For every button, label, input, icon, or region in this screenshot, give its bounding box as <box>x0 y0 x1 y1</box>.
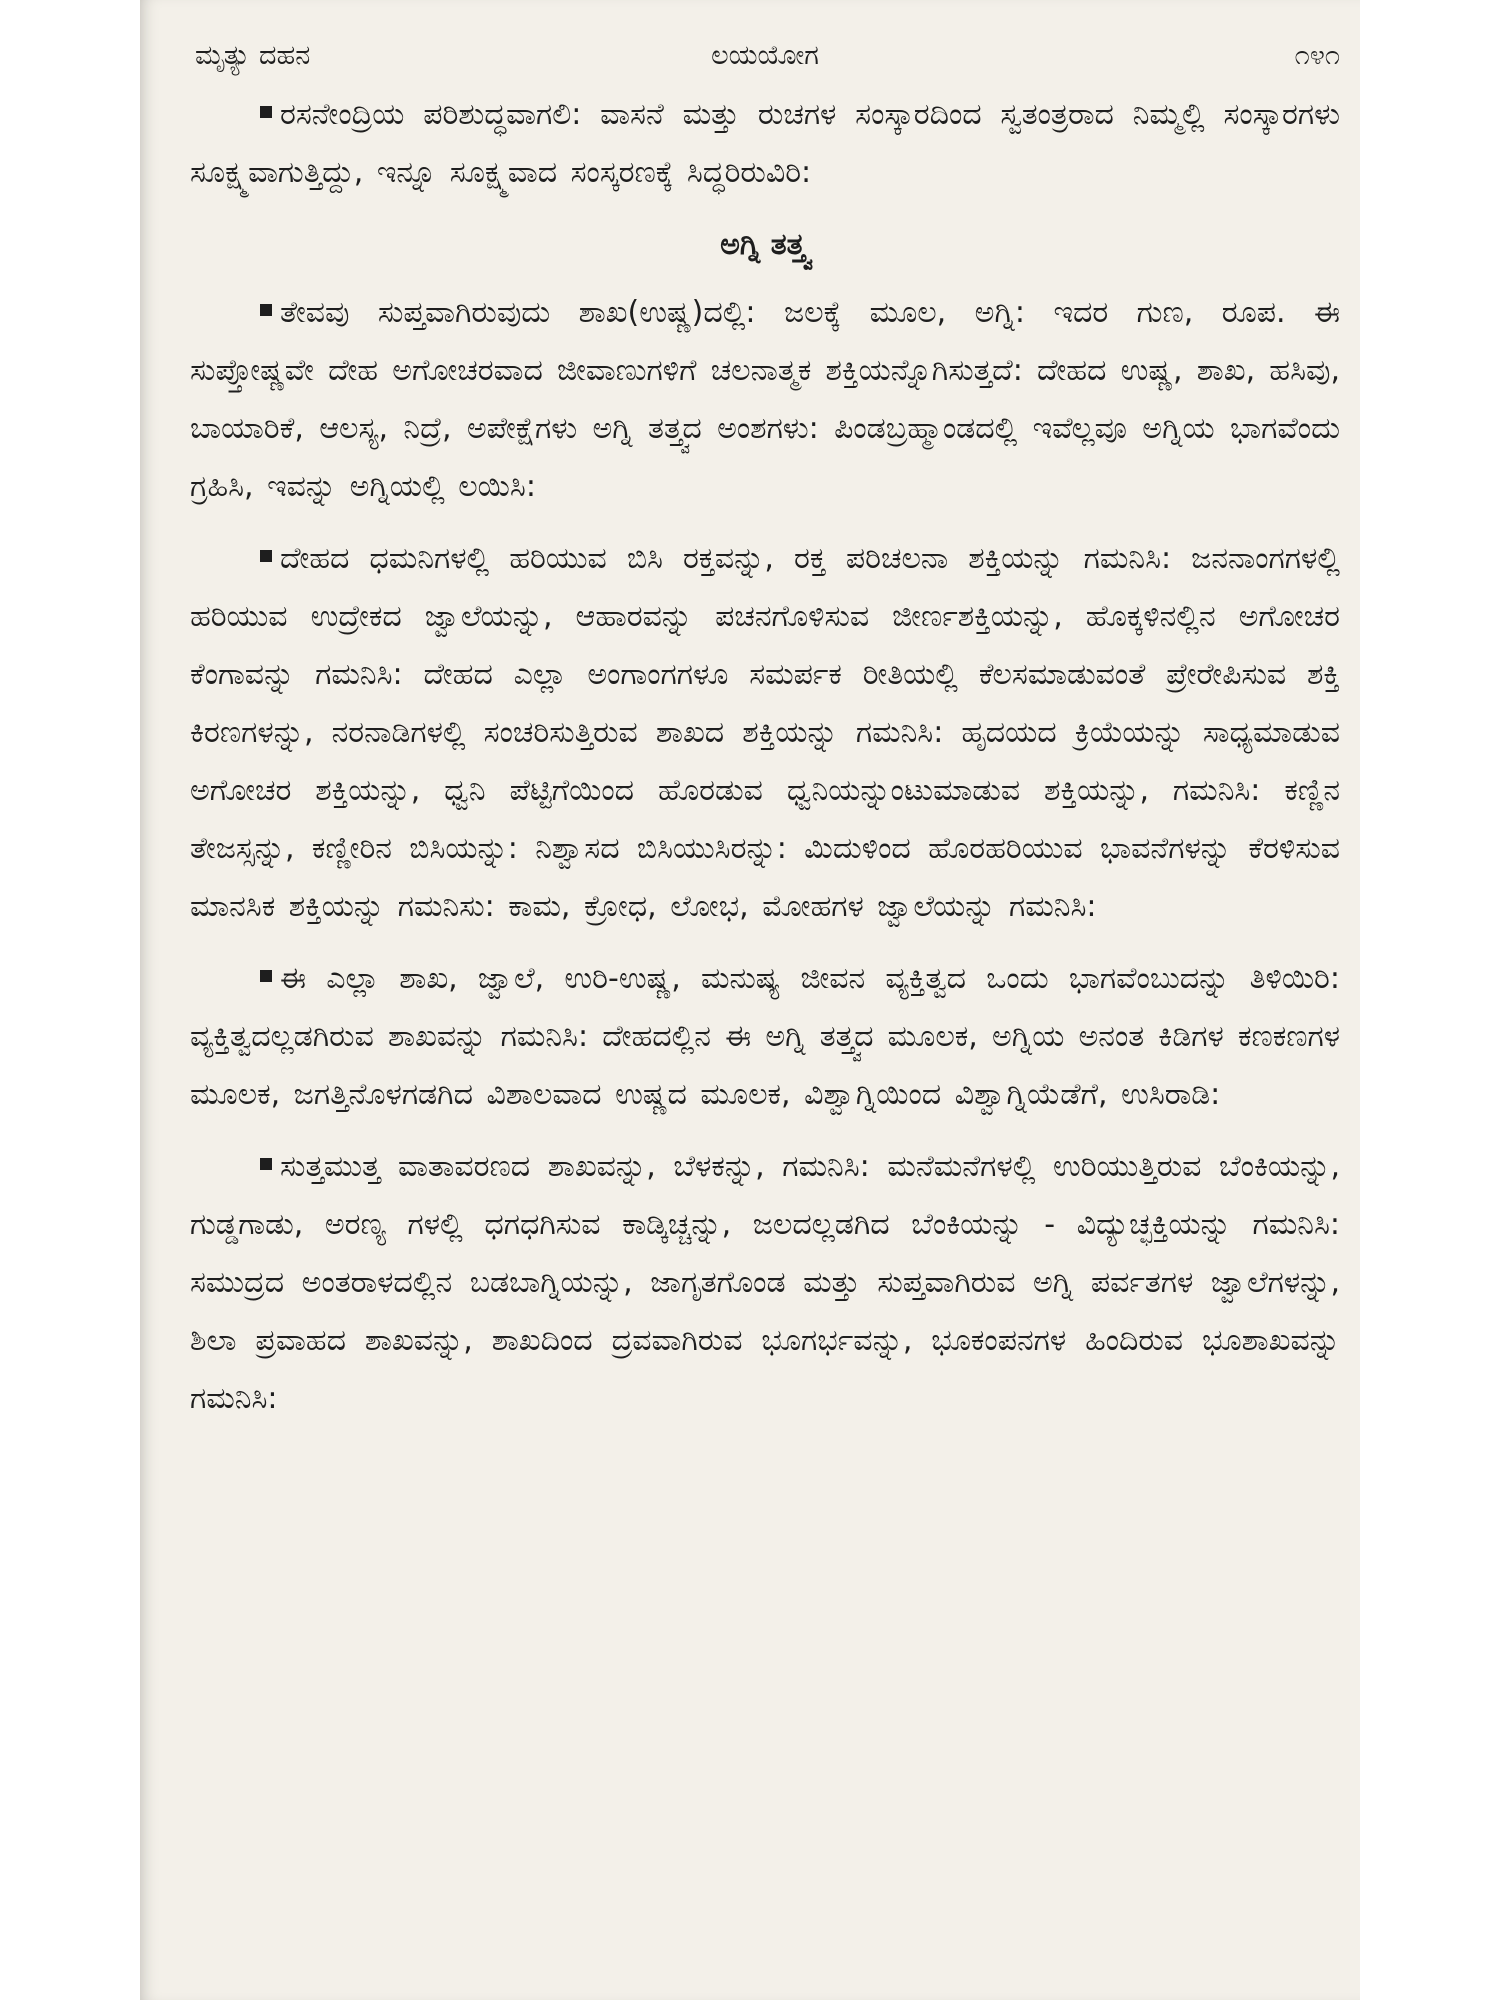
section-heading: ಅಗ್ನಿ ತತ್ತ್ವ <box>720 227 810 262</box>
bullet-icon <box>260 304 272 316</box>
paragraph-text: ರಸನೇಂದ್ರಿಯ ಪರಿಶುದ್ಧವಾಗಲಿ: ವಾಸನೆ ಮತ್ತು ರುಚಗಳ ಸಂಸ್ಕಾರದಿಂದ ಸ್ವತಂತ್ರರಾದ ನಿಮ್ಮಲ್ಲಿ ಸಂಸ್ಕಾರಗಳು ಸೂಕ್ಷ್ಮವಾಗುತ್ತಿದ್ದು, ಇನ್ನೂ ಸೂಕ್ಷ್ಮವಾದ ಸಂಸ್ಕರಣಕ್ಕೆ ಸಿದ್ಧರಿರುವಿರಿ: <box>190 97 1340 190</box>
page-content <box>190 30 1340 1442</box>
running-header <box>190 30 1340 86</box>
paragraph-1 <box>190 86 1340 202</box>
paragraph-4 <box>190 950 1340 1124</box>
header-chapter-title: ಲಯಯೋಗ <box>711 40 819 71</box>
paragraph-text: ಈ ಎಲ್ಲಾ ಶಾಖ, ಜ್ವಾಲೆ, ಉರಿ-ಉಷ್ಣ, ಮನುಷ್ಯ ಜೀವನ ವ್ಯಕ್ತಿತ್ವದ ಒಂದು ಭಾಗವೆಂಬುದನ್ನು ತಿಳಿಯಿರಿ: ವ್ಯಕ್ತಿತ್ವದಲ್ಲಡಗಿರುವ ಶಾಖವನ್ನು ಗಮನಿಸಿ: ದೇಹದಲ್ಲಿನ ಈ ಅಗ್ನಿ ತತ್ತ್ವದ ಮೂಲಕ, ಅಗ್ನಿಯ ಅನಂತ ಕಿಡಿಗಳ ಕಣಕಣಗಳ ಮೂಲಕ, ಜಗತ್ತಿನೊಳಗಡಗಿದ ವಿಶಾಲವಾದ ಉಷ್ಣದ ಮೂಲಕ, ವಿಶ್ವಾಗ್ನಿಯಿಂದ ವಿಶ್ವಾಗ್ನಿಯೆಡೆಗೆ, ಉಸಿರಾಡಿ: <box>190 961 1340 1112</box>
paragraph-text: ಸುತ್ತಮುತ್ತ ವಾತಾವರಣದ ಶಾಖವನ್ನು, ಬೆಳಕನ್ನು, ಗಮನಿಸಿ: ಮನೆಮನೆಗಳಲ್ಲಿ ಉರಿಯುತ್ತಿರುವ ಬೆಂಕಿಯನ್ನು, ಗುಡ್ಡಗಾಡು, ಅರಣ್ಯ ಗಳಲ್ಲಿ ಧಗಧಗಿಸುವ ಕಾಡ್ಕಿಚ್ಚನ್ನು, ಜಲದಲ್ಲಡಗಿದ ಬೆಂಕಿಯನ್ನು - ವಿದ್ಯುಚ್ಛಕ್ತಿಯನ್ನು ಗಮನಿಸಿ: ಸಮುದ್ರದ ಅಂತರಾಳದಲ್ಲಿನ ಬಡಬಾಗ್ನಿಯನ್ನು, ಜಾಗೃತಗೊಂಡ ಮತ್ತು ಸುಪ್ತವಾಗಿರುವ ಅಗ್ನಿ ಪರ್ವತಗಳ ಜ್ವಾಲೆಗಳನ್ನು, ಶಿಲಾ ಪ್ರವಾಹದ ಶಾಖವನ್ನು, ಶಾಖದಿಂದ ದ್ರವವಾಗಿರುವ ಭೂಗರ್ಭವನ್ನು, ಭೂಕಂಪನಗಳ ಹಿಂದಿರುವ ಭೂಶಾಖವನ್ನು ಗಮನಿಸಿ: <box>190 1149 1340 1416</box>
bullet-icon <box>260 106 272 118</box>
header-left-title: ಮೃತ್ಯು ದಹನ <box>195 40 311 71</box>
paragraph-text: ದೇಹದ ಧಮನಿಗಳಲ್ಲಿ ಹರಿಯುವ ಬಿಸಿ ರಕ್ತವನ್ನು, ರಕ್ತ ಪರಿಚಲನಾ ಶಕ್ತಿಯನ್ನು ಗಮನಿಸಿ: ಜನನಾಂಗಗಳಲ್ಲಿ ಹರಿಯುವ ಉದ್ರೇಕದ ಜ್ವಾಲೆಯನ್ನು, ಆಹಾರವನ್ನು ಪಚನಗೊಳಿಸುವ ಜೀರ್ಣಶಕ್ತಿಯನ್ನು, ಹೊಕ್ಕಳಿನಲ್ಲಿನ ಅಗೋಚರ ಕೆಂಗಾವನ್ನು ಗಮನಿಸಿ: ದೇಹದ ಎಲ್ಲಾ ಅಂಗಾಂಗಗಳೂ ಸಮರ್ಪಕ ರೀತಿಯಲ್ಲಿ ಕೆಲಸಮಾಡುವಂತೆ ಪ್ರೇರೇಪಿಸುವ ಶಕ್ತಿ ಕಿರಣಗಳನ್ನು, ನರನಾಡಿಗಳಲ್ಲಿ ಸಂಚರಿಸುತ್ತಿರುವ ಶಾಖದ ಶಕ್ತಿಯನ್ನು ಗಮನಿಸಿ: ಹೃದಯದ ಕ್ರಿಯೆಯನ್ನು ಸಾಧ್ಯಮಾಡುವ ಅಗೋಚರ ಶಕ್ತಿಯನ್ನು, ಧ್ವನಿ ಪೆಟ್ಟಿಗೆಯಿಂದ ಹೊರಡುವ ಧ್ವನಿಯನ್ನುಂಟುಮಾಡುವ ಶಕ್ತಿಯನ್ನು, ಗಮನಿಸಿ: ಕಣ್ಣಿನ ತೇಜಸ್ಸನ್ನು, ಕಣ್ಣೀರಿನ ಬಿಸಿಯನ್ನು: ನಿಶ್ವಾಸದ ಬಿಸಿಯುಸಿರನ್ನು: ಮಿದುಳಿಂದ ಹೊರಹರಿಯುವ ಭಾವನೆಗಳನ್ನು ಕೆರಳಿಸುವ ಮಾನಸಿಕ ಶಕ್ತಿಯನ್ನು ಗಮನಿಸು: ಕಾಮ, ಕ್ರೋಧ, ಲೋಭ, ಮೋಹಗಳ ಜ್ವಾಲೆಯನ್ನು ಗಮನಿಸಿ: <box>190 541 1340 924</box>
paragraph-2 <box>190 284 1340 516</box>
bullet-icon <box>260 550 272 562</box>
paragraph-5 <box>190 1138 1340 1428</box>
page-number: ೧೪೧ <box>1294 40 1340 71</box>
bullet-icon <box>260 1158 272 1170</box>
paragraph-3 <box>190 530 1340 936</box>
bullet-icon <box>260 970 272 982</box>
paragraph-text: ತೇವವು ಸುಪ್ತವಾಗಿರುವುದು ಶಾಖ(ಉಷ್ಣ)ದಲ್ಲಿ: ಜಲಕ್ಕೆ ಮೂಲ, ಅಗ್ನಿ: ಇದರ ಗುಣ, ರೂಪ. ಈ ಸುಪ್ತೋಷ್ಣವೇ ದೇಹ ಅಗೋಚರವಾದ ಜೀವಾಣುಗಳಿಗೆ ಚಲನಾತ್ಮಕ ಶಕ್ತಿಯನ್ನೊಗಿಸುತ್ತದೆ: ದೇಹದ ಉಷ್ಣ, ಶಾಖ, ಹಸಿವು, ಬಾಯಾರಿಕೆ, ಆಲಸ್ಯ, ನಿದ್ರೆ, ಅಪೇಕ್ಷೆಗಳು ಅಗ್ನಿ ತತ್ತ್ವದ ಅಂಶಗಳು: ಪಿಂಡಬ್ರಹ್ಮಾಂಡದಲ್ಲಿ ಇವೆಲ್ಲವೂ ಅಗ್ನಿಯ ಭಾಗವೆಂದು ಗ್ರಹಿಸಿ, ಇವನ್ನು ಅಗ್ನಿಯಲ್ಲಿ ಲಯಿಸಿ: <box>190 295 1340 504</box>
book-page <box>140 0 1360 2000</box>
